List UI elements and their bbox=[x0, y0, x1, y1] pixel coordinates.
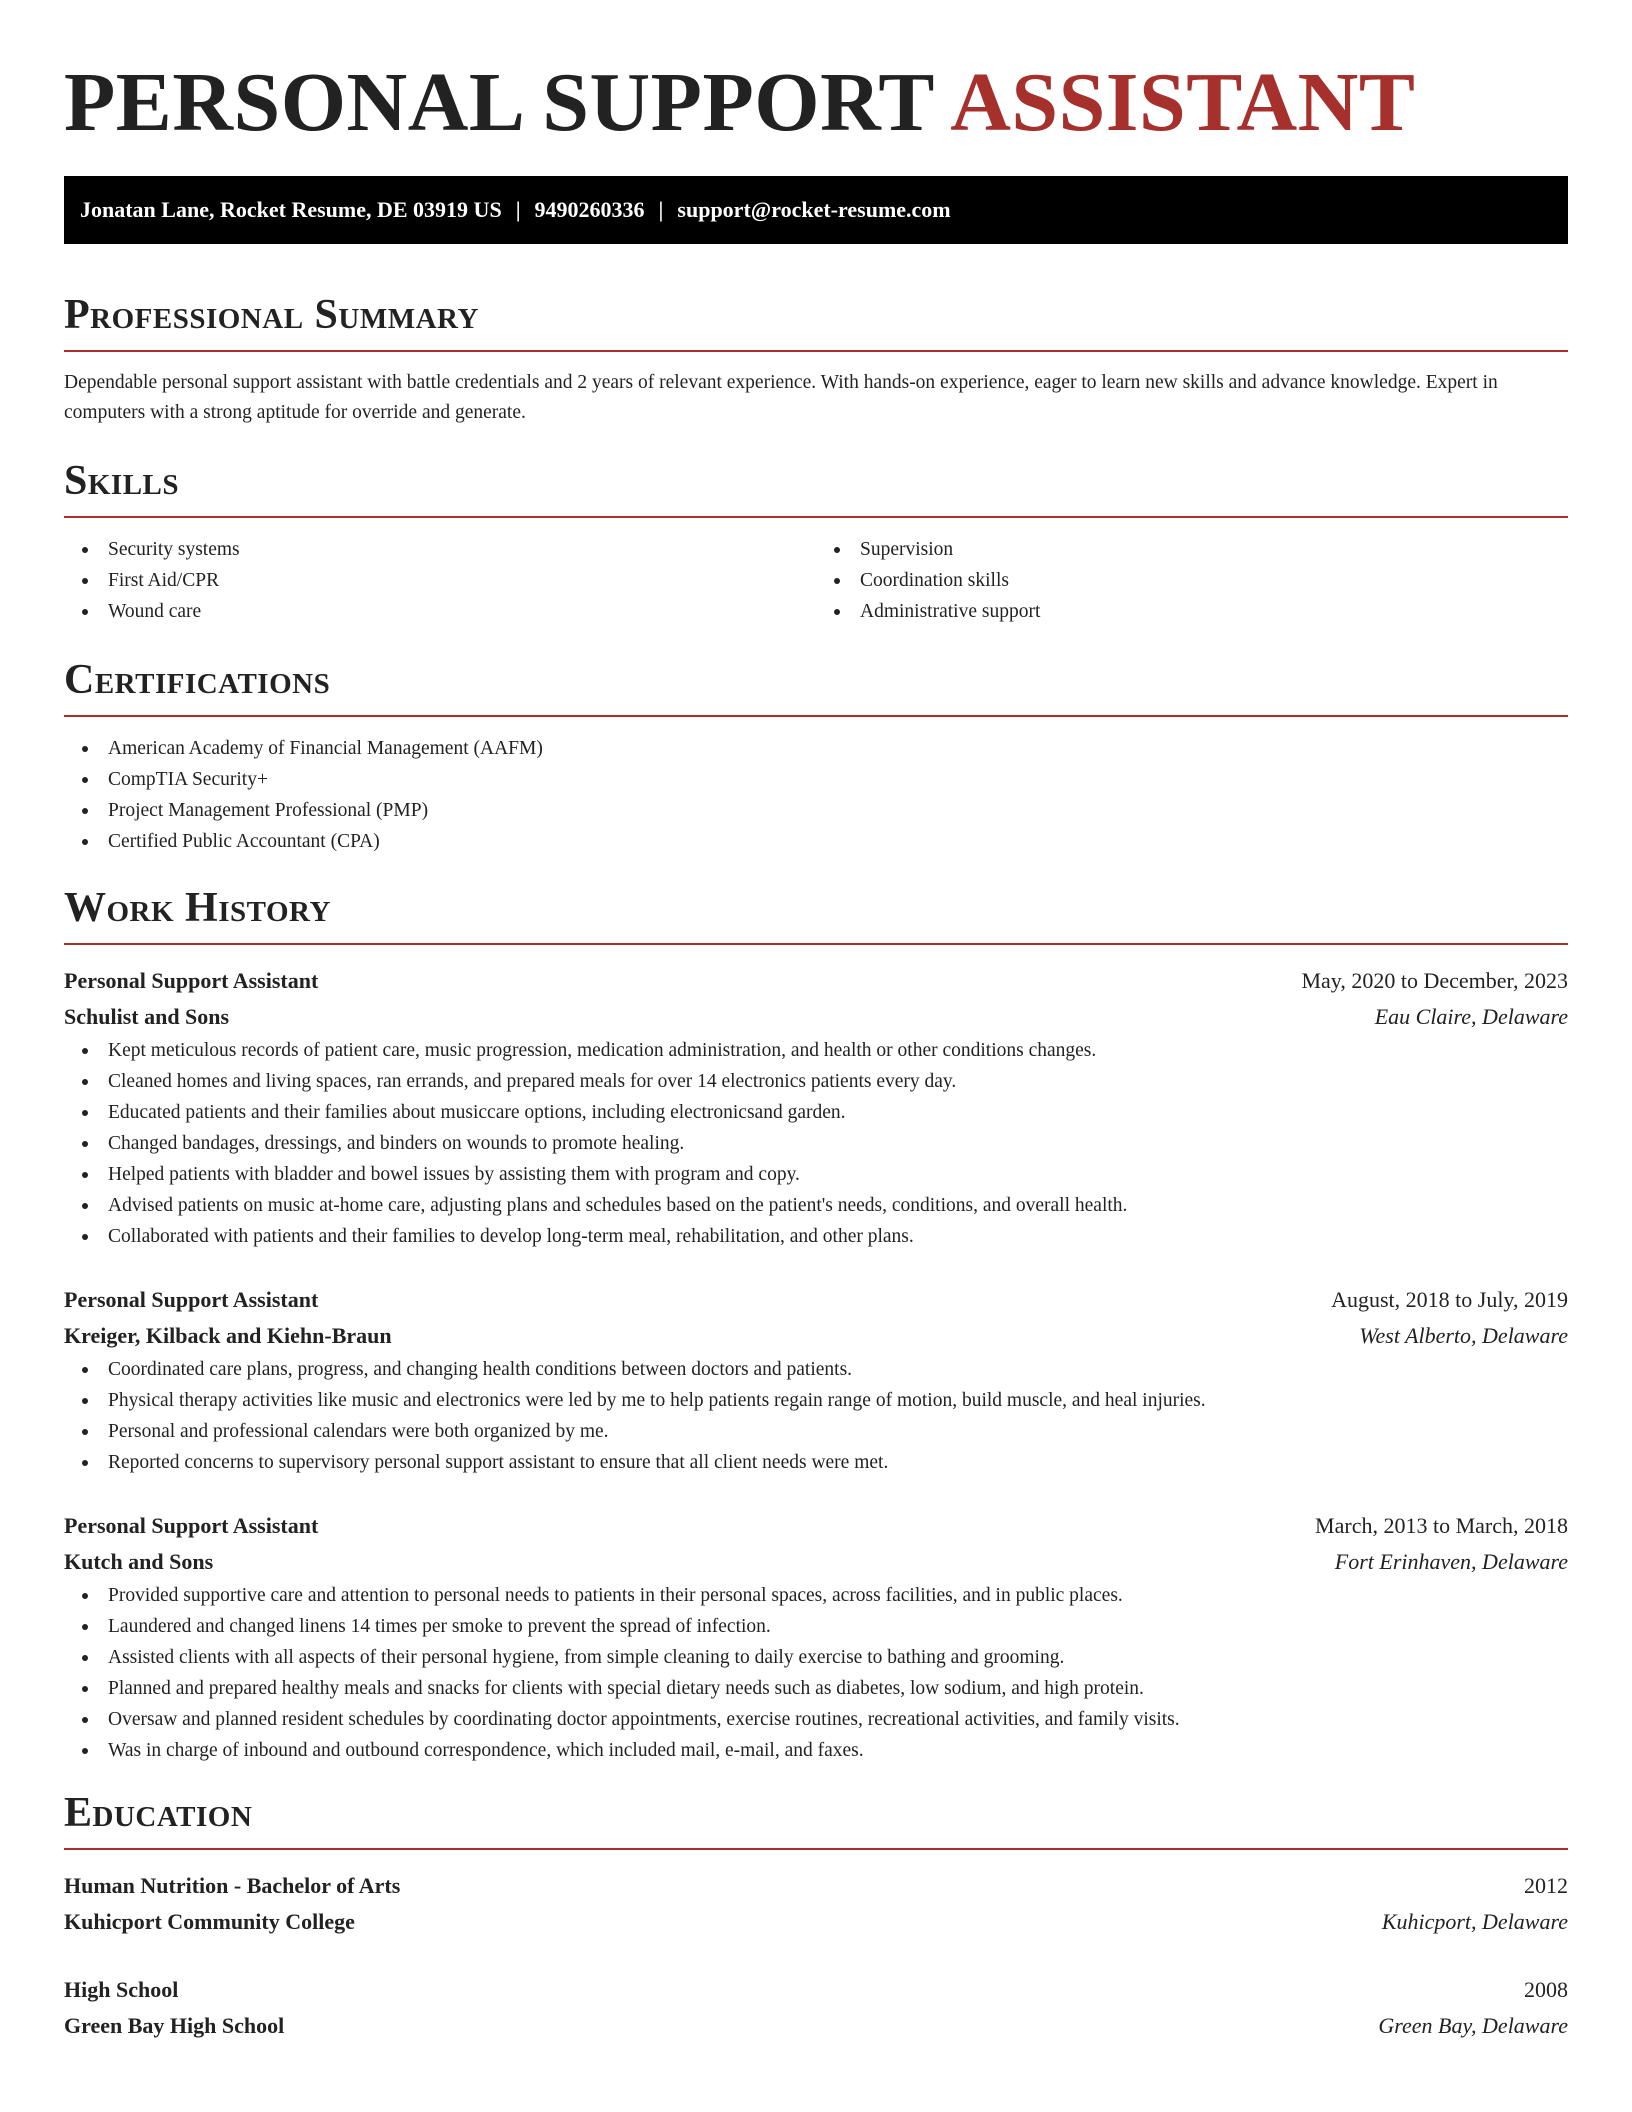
skills-list-left bbox=[64, 534, 816, 627]
job-bullets bbox=[64, 1580, 1568, 1766]
job-title: Personal Support Assistant bbox=[64, 1287, 319, 1312]
job-bullet: Collaborated with patients and their families to develop long-term meal, rehabilitation, and other plans. bbox=[64, 1221, 1568, 1252]
education-school-row bbox=[64, 1904, 1568, 1940]
certifications-section bbox=[64, 655, 1568, 857]
job-bullet: Personal and professional calendars were both organized by me. bbox=[64, 1416, 1568, 1447]
education-school: Green Bay High School bbox=[64, 2013, 285, 2038]
certification-item: American Academy of Financial Management (AAFM) bbox=[64, 733, 1568, 764]
job-bullet: Physical therapy activities like music and electronics were led by me to help patients regain range of motion, build muscle, and heal injuries. bbox=[64, 1385, 1568, 1416]
job-title: Personal Support Assistant bbox=[64, 968, 319, 993]
section-divider bbox=[64, 943, 1568, 945]
education-degree: Human Nutrition - Bachelor of Arts bbox=[64, 1873, 401, 1898]
job-bullet: Educated patients and their families about musiccare options, including electronicsand garden. bbox=[64, 1097, 1568, 1128]
job-bullets bbox=[64, 1354, 1568, 1478]
certification-item: CompTIA Security+ bbox=[64, 764, 1568, 795]
job-bullet: Assisted clients with all aspects of their personal hygiene, from simple cleaning to daily exercise to bathing and grooming. bbox=[64, 1642, 1568, 1673]
job-bullet: Provided supportive care and attention to personal needs to patients in their personal spaces, across facilities, and in public places. bbox=[64, 1580, 1568, 1611]
job-dates: May, 2020 to December, 2023 bbox=[1301, 968, 1568, 993]
job-header-row bbox=[64, 963, 1568, 999]
job-bullet: Helped patients with bladder and bowel issues by assisting them with program and copy. bbox=[64, 1159, 1568, 1190]
contact-bar bbox=[64, 176, 1568, 244]
education-location: Green Bay, Delaware bbox=[1378, 2013, 1568, 2038]
job-bullet: Cleaned homes and living spaces, ran errands, and prepared meals for over 14 electronics patients every day. bbox=[64, 1066, 1568, 1097]
job-bullet: Reported concerns to supervisory personal support assistant to ensure that all client needs were met. bbox=[64, 1447, 1568, 1478]
skills-list-right bbox=[816, 534, 1568, 627]
skill-item: Coordination skills bbox=[816, 565, 1568, 596]
education-entry bbox=[64, 1972, 1568, 2044]
resume-title bbox=[64, 0, 1568, 148]
education-school-row bbox=[64, 2008, 1568, 2044]
job-bullet: Was in charge of inbound and outbound correspondence, which included mail, e-mail, and faxes. bbox=[64, 1735, 1568, 1766]
summary-text: Dependable personal support assistant with battle credentials and 2 years of relevant experience. With hands-on experience, eager to learn new skills and advance knowledge. Expert in computers with a strong aptitude for override and generate. bbox=[64, 372, 1498, 423]
job-bullet: Coordinated care plans, progress, and changing health conditions between doctors and patients. bbox=[64, 1354, 1568, 1385]
job-bullet: Planned and prepared healthy meals and snacks for clients with special dietary needs such as diabetes, low sodium, and high protein. bbox=[64, 1673, 1568, 1704]
certification-item: Project Management Professional (PMP) bbox=[64, 795, 1568, 826]
job-location: West Alberto, Delaware bbox=[1359, 1323, 1568, 1348]
job-dates: August, 2018 to July, 2019 bbox=[1331, 1287, 1568, 1312]
education-school: Kuhicport Community College bbox=[64, 1909, 355, 1934]
education-entry bbox=[64, 1868, 1568, 1940]
section-heading-education: Education bbox=[64, 1790, 253, 1836]
section-heading-skills: Skills bbox=[64, 458, 180, 504]
skill-item: Security systems bbox=[64, 534, 816, 565]
skill-item: First Aid/CPR bbox=[64, 565, 816, 596]
education-location: Kuhicport, Delaware bbox=[1381, 1909, 1568, 1934]
skill-item: Wound care bbox=[64, 596, 816, 627]
education-year: 2012 bbox=[1524, 1873, 1568, 1898]
job-header-row bbox=[64, 1508, 1568, 1544]
job-company-row bbox=[64, 1318, 1568, 1354]
section-divider bbox=[64, 350, 1568, 352]
work-history-section bbox=[64, 883, 1568, 1766]
section-divider bbox=[64, 715, 1568, 717]
job-bullet: Changed bandages, dressings, and binders on wounds to promote healing. bbox=[64, 1128, 1568, 1159]
job-location: Fort Erinhaven, Delaware bbox=[1334, 1549, 1568, 1574]
education-section bbox=[64, 1788, 1568, 2044]
section-divider bbox=[64, 1848, 1568, 1850]
skills-columns bbox=[64, 534, 1568, 627]
job-company: Kreiger, Kilback and Kiehn-Braun bbox=[64, 1323, 392, 1348]
job-company-row bbox=[64, 999, 1568, 1035]
contact-phone: 9490260336 bbox=[534, 197, 645, 222]
job-bullets bbox=[64, 1035, 1568, 1252]
skill-item: Administrative support bbox=[816, 596, 1568, 627]
education-degree: High School bbox=[64, 1977, 179, 2002]
job-entry bbox=[64, 1282, 1568, 1478]
contact-separator: | bbox=[658, 197, 664, 222]
certification-item: Certified Public Accountant (CPA) bbox=[64, 826, 1568, 857]
education-degree-row bbox=[64, 1972, 1568, 2008]
job-location: Eau Claire, Delaware bbox=[1374, 1004, 1568, 1029]
job-bullet: Laundered and changed linens 14 times per smoke to prevent the spread of infection. bbox=[64, 1611, 1568, 1642]
job-company: Schulist and Sons bbox=[64, 1004, 230, 1029]
education-year: 2008 bbox=[1524, 1977, 1568, 2002]
certifications-list bbox=[64, 733, 1568, 857]
contact-email[interactable]: support@rocket-resume.com bbox=[677, 197, 951, 222]
contact-separator: | bbox=[515, 197, 521, 222]
job-company: Kutch and Sons bbox=[64, 1549, 214, 1574]
job-bullet: Oversaw and planned resident schedules by coordinating doctor appointments, exercise routines, recreational activities, and family visits. bbox=[64, 1704, 1568, 1735]
job-title: Personal Support Assistant bbox=[64, 1513, 319, 1538]
skill-item: Supervision bbox=[816, 534, 1568, 565]
job-entry bbox=[64, 1508, 1568, 1766]
section-heading-work-history: Work History bbox=[64, 885, 331, 931]
job-header-row bbox=[64, 1282, 1568, 1318]
job-bullet: Kept meticulous records of patient care, music progression, medication administration, and health or other conditions changes. bbox=[64, 1035, 1568, 1066]
job-dates: March, 2013 to March, 2018 bbox=[1315, 1513, 1568, 1538]
section-heading-summary: Professional Summary bbox=[64, 292, 479, 338]
job-entry bbox=[64, 963, 1568, 1252]
skills-section bbox=[64, 456, 1568, 627]
section-heading-certifications: Certifications bbox=[64, 657, 331, 703]
job-company-row bbox=[64, 1544, 1568, 1580]
title-accent: ASSISTANT bbox=[950, 56, 1416, 149]
education-degree-row bbox=[64, 1868, 1568, 1904]
job-bullet: Advised patients on music at-home care, adjusting plans and schedules based on the patient's needs, conditions, and overall health. bbox=[64, 1190, 1568, 1221]
section-divider bbox=[64, 516, 1568, 518]
title-main: PERSONAL SUPPORT bbox=[64, 56, 934, 149]
summary-section bbox=[64, 290, 1568, 428]
contact-address: Jonatan Lane, Rocket Resume, DE 03919 US bbox=[80, 197, 502, 222]
